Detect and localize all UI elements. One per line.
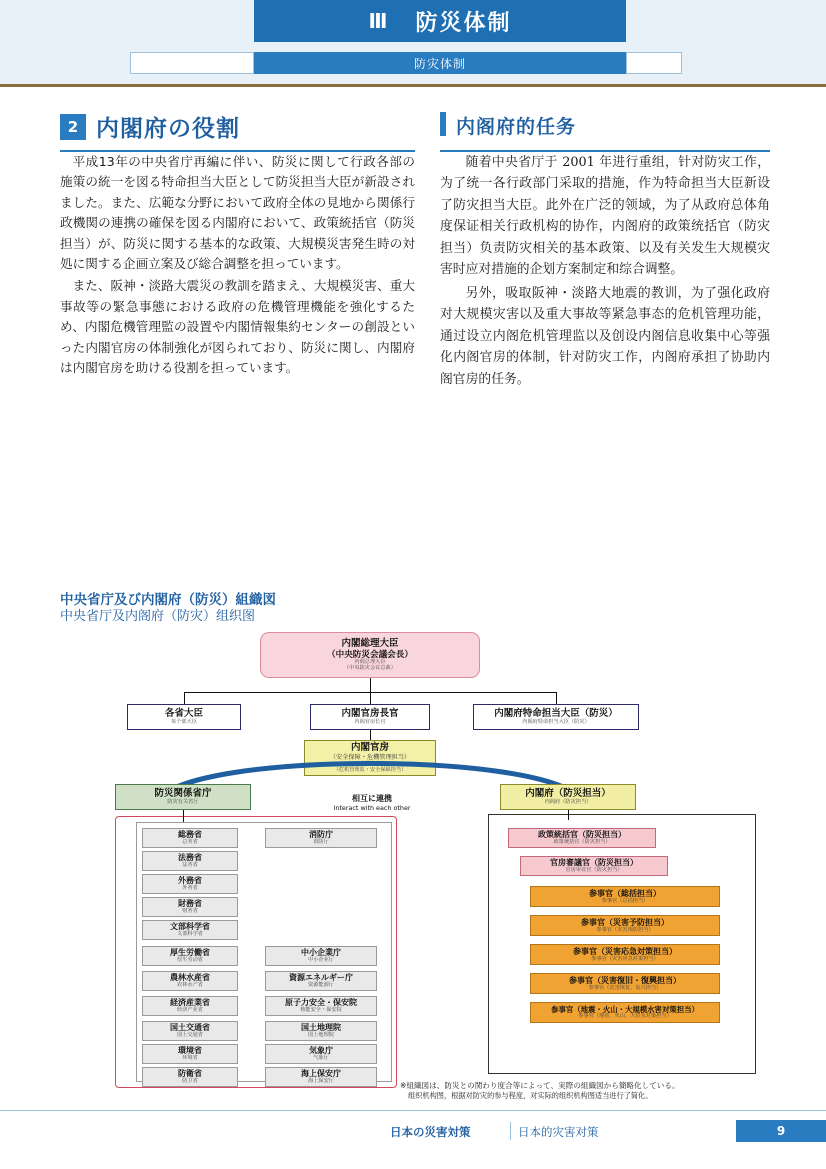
diagram-note-zh: 组织机构图，根据对防灾的参与程度，对实际的组织机构图适当进行了简化。 (408, 1091, 653, 1100)
diagram-node-minister-of-state (473, 704, 639, 730)
node-label-2: （中央防災会議会長） (327, 649, 413, 660)
diagram-node-ministry (142, 1021, 238, 1041)
diagram-title-ja: 中央省庁及び内閣府（防災）組織図 (60, 592, 276, 608)
node-label-2: 防卫省 (182, 1078, 198, 1085)
diagram-node-ministry (142, 874, 238, 894)
node-label-2: 厚生劳动省 (177, 957, 203, 964)
interaction-label-en: Interact with each other (333, 804, 411, 812)
diagram-node-agency (265, 1067, 377, 1087)
node-label-1: 環境省 (178, 1046, 202, 1056)
header-box-right (626, 52, 682, 74)
connector (370, 678, 371, 692)
connector (556, 692, 557, 704)
diagram-node-cao-item (530, 973, 720, 994)
footer-title-zh: 日本的灾害对策 (518, 1125, 599, 1139)
node-label-2: 农林水产省 (177, 982, 203, 989)
diagram-node-ministry (142, 1044, 238, 1064)
right-paragraph-1: 随着中央省厅于 2001 年进行重组，针对防灾工作，为了统一各行政部门采取的措施，作为特命担当大臣新设了防灾担当大臣。此外在广泛的领域，为了从政府总体角度保证相关行政机构的协作，内阁府的政策统括官（防灾担当）负责防灾相关的基本政策、以及有关发生大规模灾害时应对措施的企划方案制定和综合调整。 (440, 155, 770, 278)
node-label-1: 参事官（災害予防担当） (581, 917, 669, 927)
node-label-2: 参事官（灾害应急对策担当） (591, 955, 659, 962)
node-label-2: 防灾有关省厅 (167, 798, 199, 805)
node-label-2: 参事官（灾害恢复、复兴担当） (588, 984, 662, 991)
node-label-2: 内阁官房长官 (354, 718, 386, 725)
node-label-1: 消防庁 (309, 830, 333, 840)
node-label-1: 内閣総理大臣 (341, 637, 399, 649)
page-title: 内閣府の役割 (96, 116, 240, 142)
node-label-2: 官房审议官（防灾担当） (565, 867, 623, 874)
node-label-1: 経済産業省 (170, 998, 210, 1008)
node-label-2: 国土地理院 (308, 1032, 334, 1039)
node-label-1: 厚生労働省 (170, 948, 210, 958)
node-label-1: 政策統括官（防災担当） (538, 830, 626, 840)
node-label-2: 参事官（地震、火山、大洪水对策担当） (578, 1013, 672, 1020)
diagram-node-each-minister (127, 704, 241, 730)
diagram-node-ministry (142, 996, 238, 1016)
left-section-header (60, 110, 415, 152)
interaction-label-ja: 相互に連携 (352, 794, 392, 803)
right-accent-bar (440, 112, 446, 136)
node-label-1: 総務省 (178, 830, 202, 840)
diagram-node-cao-item (530, 1002, 720, 1023)
diagram-node-agency (265, 971, 377, 991)
diagram-node-cabinet-office (500, 784, 636, 810)
node-label-1: 農林水産省 (170, 973, 210, 983)
node-label-1: 財務省 (178, 899, 202, 909)
diagram-note-ja: ※組織図は、防災との関わり度合等によって、実際の組織図から簡略化している。 (400, 1081, 680, 1090)
node-label-2: 核能安全・保安院 (300, 1007, 342, 1014)
header-right-band (626, 0, 826, 42)
node-label-2: 经济产业省 (177, 1007, 203, 1014)
node-label-1: 法務省 (178, 853, 202, 863)
diagram-node-ministry (142, 971, 238, 991)
node-label-1: 官房審議官（防災担当） (550, 858, 638, 868)
node-label-1: 参事官（災害復旧・復興担当） (569, 975, 681, 985)
header-divider (0, 84, 826, 87)
node-label-2: （安全保障・危機管理担当） (329, 754, 411, 762)
node-label-2: 国土交通省 (177, 1032, 203, 1039)
chapter-title (254, 0, 626, 42)
diagram-node-agency (265, 946, 377, 966)
node-label-1: 原子力安全・保安院 (285, 998, 357, 1008)
node-label-2: 海上保安厅 (308, 1078, 334, 1085)
diagram-node-cao-item (530, 944, 720, 965)
node-label-1: 資源エネルギー庁 (289, 973, 353, 983)
node-label-2: 文部科学省 (177, 931, 203, 938)
diagram-node-agency (265, 1021, 377, 1041)
node-label-2: 气象厅 (313, 1055, 329, 1062)
diagram-node-ministry (142, 946, 238, 966)
node-label-2: 中小企业厅 (308, 957, 334, 964)
diagram-node-ministry (142, 897, 238, 917)
chapter-title-text: 防災体制 (415, 10, 512, 36)
right-column (440, 110, 770, 392)
diagram-node-prime-minister (260, 632, 480, 678)
diagram-node-cao-item (530, 886, 720, 907)
chapter-subtitle: 防灾体制 (254, 52, 626, 74)
node-label-1: 国土地理院 (301, 1023, 341, 1033)
left-column (60, 110, 415, 380)
connector (568, 810, 569, 820)
node-label-1: 内閣府特命担当大臣（防災） (494, 708, 618, 720)
diagram-note (400, 1080, 770, 1101)
node-label-2: 参事官（总括担当） (601, 897, 649, 904)
diagram-node-cao-item (508, 828, 656, 848)
node-label-1: 外務省 (178, 876, 202, 886)
node-label-1: 内閣官房 (350, 742, 389, 754)
section-number-badge: 2 (60, 114, 86, 140)
diagram-node-agency (265, 996, 377, 1016)
diagram-node-ministry (142, 1067, 238, 1087)
node-label-4: （中央防灾会议总裁） (344, 665, 396, 672)
node-label-2: 消防厅 (313, 839, 329, 846)
diagram-node-agency (265, 828, 377, 848)
node-label-2: 内阁府（防灾担当） (544, 798, 592, 805)
organization-diagram (60, 588, 772, 1098)
node-label-1: 文部科学省 (170, 922, 210, 932)
left-body-text (60, 152, 415, 378)
node-label-1: 防衛省 (178, 1069, 202, 1079)
node-label-2: 资源能源厅 (308, 982, 334, 989)
left-paragraph-2: また、阪神・淡路大震災の教訓を踏まえ、大規模災害、重大事故等の緊急事態における政府の危機管理機能を強化するため、内閣危機管理監の設置や内閣情報集約センターの創設といった内閣官房の体制強化が図られており、防災に関し、内閣府は内閣官房を助ける役割を担っています。 (60, 278, 415, 375)
node-label-1: 防災関係省庁 (154, 788, 212, 800)
diagram-node-ministry (142, 851, 238, 871)
node-label-2: 内阁府特命担当大臣（防灾） (522, 718, 590, 725)
node-label-2: 每个部大臣 (171, 718, 197, 725)
node-label-1: 参事官（地震・火山・大規模水害対策担当） (551, 1004, 699, 1014)
diagram-node-cao-item (530, 915, 720, 936)
page-footer (0, 1120, 826, 1146)
right-section-header (440, 110, 770, 152)
footer-title-ja: 日本の災害対策 (390, 1125, 471, 1139)
right-paragraph-2: 另外，吸取阪神・淡路大地震的教训，为了强化政府对大规模灾害以及重大事故等紧急事态的危机管理功能，通过设立内阁危机管理监以及创设内阁信息收集中心等强化内阁官房的体制，针对防灾工作，内阁府承担了协助内阁官房的任务。 (440, 285, 770, 387)
diagram-node-chief-cabinet-secretary (310, 704, 430, 730)
node-label-1: 国土交通省 (170, 1023, 210, 1033)
node-label-2: 法务省 (182, 862, 198, 869)
chapter-number: Ⅲ (368, 9, 390, 33)
diagram-node-cao-item (520, 856, 668, 876)
node-label-2: 参事官（灾害预防担当） (596, 926, 654, 933)
right-section-rule (440, 150, 770, 152)
node-label-1: 内閣官房長官 (341, 708, 399, 720)
diagram-node-ministry (142, 920, 238, 940)
right-page-title: 内阁府的任务 (456, 116, 577, 138)
node-label-1: 海上保安庁 (301, 1069, 341, 1079)
node-label-1: 中小企業庁 (301, 948, 341, 958)
right-body-text (440, 152, 770, 390)
page-number: 9 (736, 1120, 826, 1142)
header-left-band (0, 0, 254, 42)
node-label-1: 参事官（災害応急対策担当） (573, 946, 677, 956)
left-paragraph-1: 平成13年の中央省庁再編に伴い、防災に関して行政各部の施策の統一を図る特命担当大臣として防災担当大臣が新設されました。また、広範な分野において政府全体の見地から関係行政機関の連携の確保を図る内閣府において、政策統括官（防災担当）が、防災に関する基本的な政策、大規模災害発生時の対処に関する企画立案及び総合調整を担っています。 (60, 154, 415, 271)
node-label-2: 政策统括官（防灾担当） (553, 839, 611, 846)
node-label-2: 总务省 (182, 839, 198, 846)
node-label-3: 内阁官房 (359, 760, 381, 767)
node-label-3: 内阁总理大臣 (354, 659, 386, 666)
node-label-4: （危机管理监・安全保障担当） (333, 766, 407, 773)
footer-separator (510, 1122, 511, 1140)
node-label-2: 财务省 (182, 908, 198, 915)
connector (183, 810, 184, 822)
connector (184, 692, 185, 704)
node-label-1: 参事官（総括担当） (589, 888, 661, 898)
node-label-1: 気象庁 (309, 1046, 333, 1056)
header-box-left (130, 52, 254, 74)
footer-divider (0, 1110, 826, 1111)
node-label-1: 各省大臣 (164, 708, 203, 720)
page-header (0, 0, 826, 84)
node-label-2: 外务省 (182, 885, 198, 892)
connector (370, 692, 371, 704)
diagram-title-zh: 中央省厅及内阁府（防灾）组织图 (60, 609, 256, 624)
diagram-node-ministry (142, 828, 238, 848)
node-label-2: 环境省 (182, 1055, 198, 1062)
diagram-node-related-ministries (115, 784, 251, 810)
node-label-1: 内閣府（防災担当） (525, 788, 611, 800)
left-section-rule (60, 150, 415, 152)
diagram-node-agency (265, 1044, 377, 1064)
